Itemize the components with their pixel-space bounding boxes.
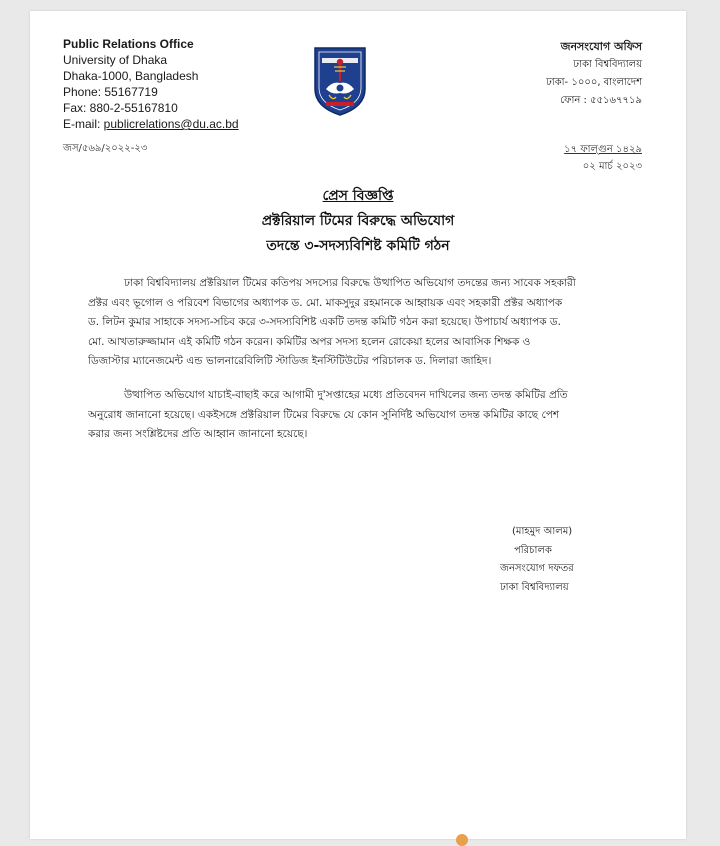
signature-block — [500, 523, 574, 597]
paragraph-line: প্রক্টর এবং ভূগোল ও পরিবেশ বিভাগের অধ্যাপক ড. মো. মাকসুদুর রহমানকে আহ্বায়ক এবং সহকারী প্রক্টর অধ্যাপক — [88, 296, 563, 309]
email-label: E-mail: — [63, 117, 104, 131]
title-block — [30, 184, 686, 259]
floating-badge-icon — [456, 834, 468, 846]
signatory-department: জনসংযোগ দফতর — [500, 563, 574, 574]
paragraph-line: ড. লিটন কুমার সাহাকে সদস্য-সচিব করে ৩-সদস্যবিশিষ্ট একটি তদন্ত কমিটি গঠন করা হয়েছে। উপাচার্য অধ্যাপক ড. — [88, 316, 561, 328]
headline-line-2: তদন্তে ৩-সদস্যবিশিষ্ট কমিটি গঠন — [266, 238, 450, 254]
press-release-document — [30, 11, 686, 839]
paragraph-line: উত্থাপিত অভিযোগ যাচাই-বাছাই করে আগামী দু'সপ্তাহের মধ্যে প্রতিবেদন দাখিলের জন্য তদন্ত কমিটির প্রতি — [124, 389, 568, 401]
fax-english: Fax: 880-2-55167810 — [63, 101, 178, 115]
university-crest-icon — [312, 45, 368, 117]
phone-english: Phone: 55167719 — [63, 85, 158, 99]
reference-number: জস/৫৬৯/২০২২-২৩ — [63, 143, 148, 154]
signatory-university: ঢাকা বিশ্ববিদ্যালয় — [500, 581, 569, 593]
paragraph-line: মো. আখতারুজ্জামান এই কমিটি গঠন করেন। কমিটির অপর সদস্য হলেন রোকেয়া হলের আবাসিক শিক্ষক ও — [88, 335, 531, 348]
date-english: ০২ মার্চ ২০২৩ — [582, 161, 642, 172]
university-name-bangla: ঢাকা বিশ্ববিদ্যালয় — [573, 59, 642, 70]
date-block — [564, 141, 642, 175]
date-bangla: ১৭ ফাল্গুন ১৪২৯ — [564, 144, 642, 155]
paragraph-line: ডিজাস্টার ম্যানেজমেন্ট এন্ড ভালনারেবিলিটি স্টাডিজ ইনস্টিটিউটের পরিচালক ড. দিলারা জাহিদ। — [88, 355, 492, 367]
paragraph-2 — [88, 386, 644, 445]
email-link[interactable]: publicrelations@du.ac.bd — [103, 117, 239, 131]
university-name-english: University of Dhaka — [63, 53, 168, 67]
press-release-heading: প্রেস বিজ্ঞপ্তি — [322, 188, 394, 204]
paragraph-line: অনুরোধ জানানো হয়েছে। একইসঙ্গে প্রক্টরিয়াল টিমের বিরুদ্ধে যে কোন সুনির্দিষ্ট অভিযোগ তদন্ত কমিটির কাছে পেশ — [88, 408, 560, 421]
address-bangla: ঢাকা- ১০০০, বাংলাদেশ — [546, 77, 642, 88]
email-line — [63, 116, 239, 132]
phone-bangla: ফোন : ৫৫১৬৭৭১৯ — [560, 95, 642, 106]
letterhead-bangla — [546, 38, 642, 110]
letterhead-english — [63, 36, 239, 132]
signatory-designation: পরিচালক — [514, 544, 552, 556]
office-name-bangla: জনসংযোগ অফিস — [560, 40, 642, 53]
headline-line-1: প্রক্টরিয়াল টিমের বিরুদ্ধে অভিযোগ — [261, 213, 455, 229]
paragraph-line: করার জন্য সংশ্লিষ্টদের প্রতি আহ্বান জানানো হয়েছে। — [88, 428, 308, 440]
paragraph-1 — [88, 274, 644, 372]
paragraph-line: ঢাকা বিশ্ববিদ্যালয় প্রক্টরিয়াল টিমের কতিপয় সদস্যের বিরুদ্ধে উত্থাপিত অভিযোগ তদন্তের জন্য সাবেক সহকারী — [124, 277, 576, 289]
signatory-name: (মাহমুদ আলম) — [512, 526, 573, 537]
office-name-english: Public Relations Office — [63, 37, 194, 51]
address-english: Dhaka-1000, Bangladesh — [63, 69, 199, 83]
